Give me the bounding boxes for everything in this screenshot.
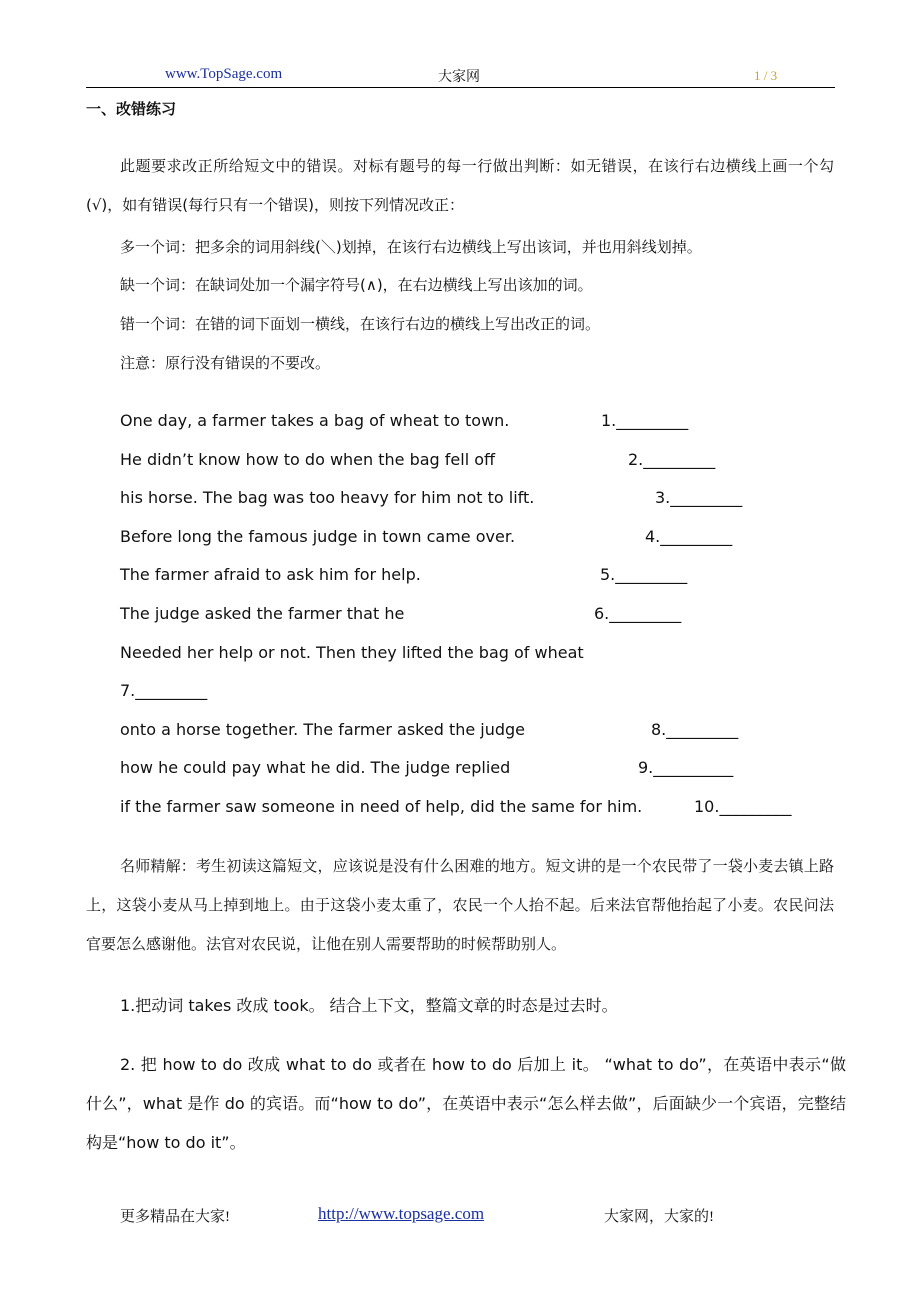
- exercise-line-2: He didn’t know how to do when the bag fell off: [120, 450, 496, 469]
- exercise-line-9: how he could pay what he did. The judge replied: [120, 758, 511, 777]
- header-divider: [86, 87, 835, 88]
- exercise-line-1: One day, a farmer takes a bag of wheat to town.: [120, 411, 510, 430]
- instructions-extra-word: 多一个词：把多余的词用斜线(＼)划掉，在该行右边横线上写出该词，并也用斜线划掉。: [120, 238, 702, 256]
- exercise-line-7: Needed her help or not. Then they lifted the bag of wheat: [120, 643, 584, 662]
- section-title: 一、改错练习: [86, 100, 177, 118]
- header-site-link[interactable]: www.TopSage.com: [165, 66, 283, 82]
- answer-blank-4: 4._________: [645, 527, 733, 546]
- explanation-point-1: 1.把动词 takes 改成 took。 结合上下文，整篇文章的时态是过去时。: [120, 996, 618, 1015]
- exercise-line-3: his horse. The bag was too heavy for him not to lift.: [120, 488, 535, 507]
- instructions-wrong-word: 错一个词：在错的词下面划一横线，在该行右边的横线上写出改正的词。: [120, 315, 601, 333]
- page-number: 1 / 3: [754, 68, 778, 83]
- footer-slogan: 更多精品在大家!: [120, 1209, 230, 1225]
- answer-blank-3: 3._________: [655, 488, 743, 507]
- exercise-line-10: if the farmer saw someone in need of help, did the same for him.: [120, 797, 643, 816]
- explanation-summary: 名师精解：考生初读这篇短文，应该说是没有什么困难的地方。短文讲的是一个农民带了一袋小麦去镇上路上，这袋小麦从马上掉到地上。由于这袋小麦太重了，农民一个人抬不起。后来法官帮他抬起了小麦。农民问法官要怎么感谢他。法官对农民说，让他在别人需要帮助的时候帮助别人。: [86, 857, 834, 953]
- exercise-line-4: Before long the famous judge in town came over.: [120, 527, 516, 546]
- answer-blank-7: 7._________: [120, 681, 208, 700]
- answer-blank-5: 5._________: [600, 565, 688, 584]
- answer-blank-1: 1._________: [601, 411, 689, 430]
- explanation-point-2: 2. 把 how to do 改成 what to do 或者在 how to do 后加上 it。 “what to do”，在英语中表示“做什么”，what 是作 do 的宾语。而“how to do”，在英语中表示“怎么样去做”，后面缺少一个宾语，完整结构是“how to do it”。: [86, 1055, 846, 1152]
- header-title: 大家网: [438, 70, 480, 85]
- exercise-line-6: The judge asked the farmer that he: [120, 604, 405, 623]
- answer-blank-8: 8._________: [651, 720, 739, 739]
- instructions-missing-word: 缺一个词：在缺词处加一个漏字符号(∧)，在右边横线上写出该加的词。: [120, 276, 593, 294]
- instructions-note: 注意：原行没有错误的不要改。: [120, 354, 331, 372]
- answer-blank-2: 2._________: [628, 450, 716, 469]
- footer-link[interactable]: http://www.topsage.com: [318, 1204, 485, 1223]
- footer-tagline: 大家网，大家的!: [604, 1209, 714, 1225]
- instructions-intro: 此题要求改正所给短文中的错误。对标有题号的每一行做出判断：如无错误，在该行右边横线上画一个勾(√)，如有错误(每行只有一个错误)，则按下列情况改正：: [86, 157, 834, 214]
- exercise-line-5: The farmer afraid to ask him for help.: [120, 565, 421, 584]
- answer-blank-6: 6._________: [594, 604, 682, 623]
- answer-blank-10: 10._________: [694, 797, 792, 816]
- exercise-line-8: onto a horse together. The farmer asked the judge: [120, 720, 526, 739]
- answer-blank-9: 9.__________: [638, 758, 734, 777]
